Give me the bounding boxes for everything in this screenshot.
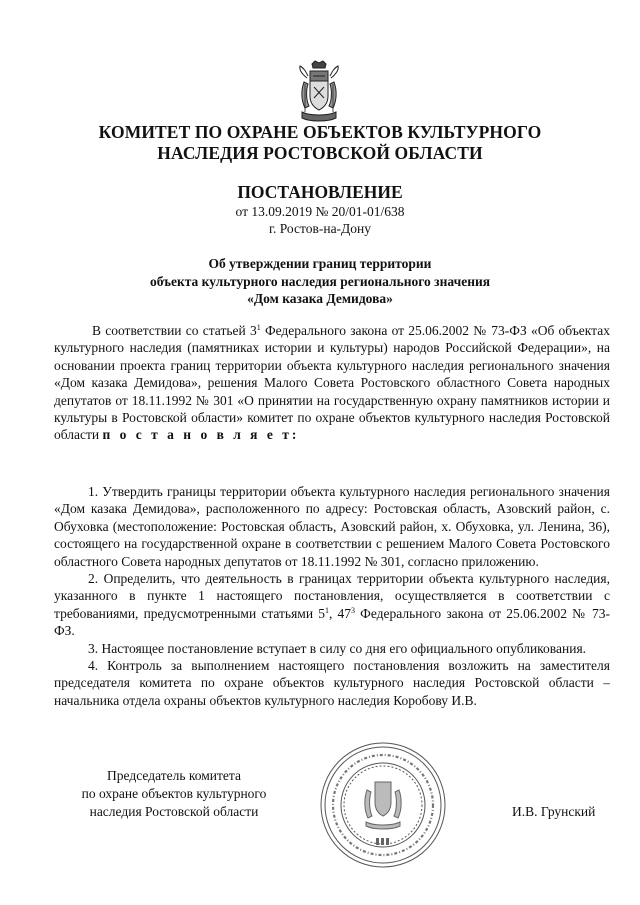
signatory-title-line-1: Председатель комитета <box>107 768 241 783</box>
document-type: ПОСТАНОВЛЕНИЕ <box>237 182 403 202</box>
official-seal-icon <box>318 740 448 870</box>
item2-text-2: , 47 <box>328 605 351 621</box>
decree-item-4: 4. Контроль за выполнением настоящего постановления возложить на заместителя председателя комитета по охране объектов культурного наследия Ростовской области – начальника отдела охраны объектов культурного наследия Коробову И.В. <box>54 658 610 708</box>
item2-text-3: Федерального закона от 25.06.2002 № 73-ФЗ. <box>54 605 610 639</box>
subject-line-1: Об утверждении границ территории <box>208 256 432 271</box>
decree-item-1: 1. Утвердить границы территории объекта культурного наследия регионального значения «Дом казака Демидова», расположенного по адресу: Ростовская область, Азовский район, с. Обуховка (местоположение: Ростовская область, Азовский район, х. Обуховка, ул. Ленина, 36), состоящего на государственной охране в соответствии с решением Малого Совета Ростовского областного Совета народных депутатов от 18.11.1992 № 301, согласно приложению. <box>54 484 610 569</box>
signatory-title-line-3: наследия Ростовской области <box>89 804 259 819</box>
org-line-2: НАСЛЕДИЯ РОСТОВСКОЙ ОБЛАСТИ <box>157 143 483 163</box>
organization-name <box>40 122 600 164</box>
preamble-text-1: В соответствии со статьей 3 <box>92 323 257 338</box>
subject-line-3: «Дом казака Демидова» <box>247 291 393 306</box>
coat-of-arms-icon <box>296 60 342 124</box>
decree-item-3: 3. Настоящее постановление вступает в силу со дня его официального опубликования. <box>88 640 587 656</box>
preamble-paragraph <box>54 322 610 444</box>
decree-word: п о с т а н о в л я е т: <box>102 427 300 443</box>
signatory-title <box>74 767 274 821</box>
signatory-title-line-2: по охране объектов культурного <box>81 786 267 801</box>
org-line-1: КОМИТЕТ ПО ОХРАНЕ ОБЪЕКТОВ КУЛЬТУРНОГО <box>98 122 542 142</box>
signatory-name: И.В. Грунский <box>512 804 596 819</box>
preamble-superscript: 1 <box>256 323 261 332</box>
item2-superscript-2: 3 <box>351 605 355 615</box>
document-number: от 13.09.2019 № 20/01-01/638 <box>235 204 405 219</box>
item2-superscript-1: 1 <box>324 605 329 615</box>
decree-items <box>54 483 610 709</box>
subject-line-2: объекта культурного наследия регионального значения <box>149 273 491 289</box>
preamble-text-2: Федерального закона от 25.06.2002 № 73-ФЗ «Об объектах культурного наследия (памятниках истории и культуры) народов Российской Федерации», на основании проекта границ территории объекта культурного наследия регионального значения «Дом казака Демидова», решения Малого Совета Ростовского областного Совета народных депутатов от 18.11.1992 № 301 «О принятии на государственную охрану памятников истории и культуры в Ростовской области» комитет по охране объектов культурного наследия Ростовской области <box>54 323 610 443</box>
preamble <box>54 322 610 444</box>
document-subject <box>40 255 600 308</box>
item2-text-1: 2. Определить, что деятельность в границах территории объекта культурного наследия, указанного в пункте 1 настоящего постановления, осуществляется в соответствии с требованиями, предусмотренными статьями 5 <box>54 571 610 621</box>
decree-item-2 <box>54 570 610 640</box>
document-city: г. Ростов-на-Дону <box>268 221 371 236</box>
